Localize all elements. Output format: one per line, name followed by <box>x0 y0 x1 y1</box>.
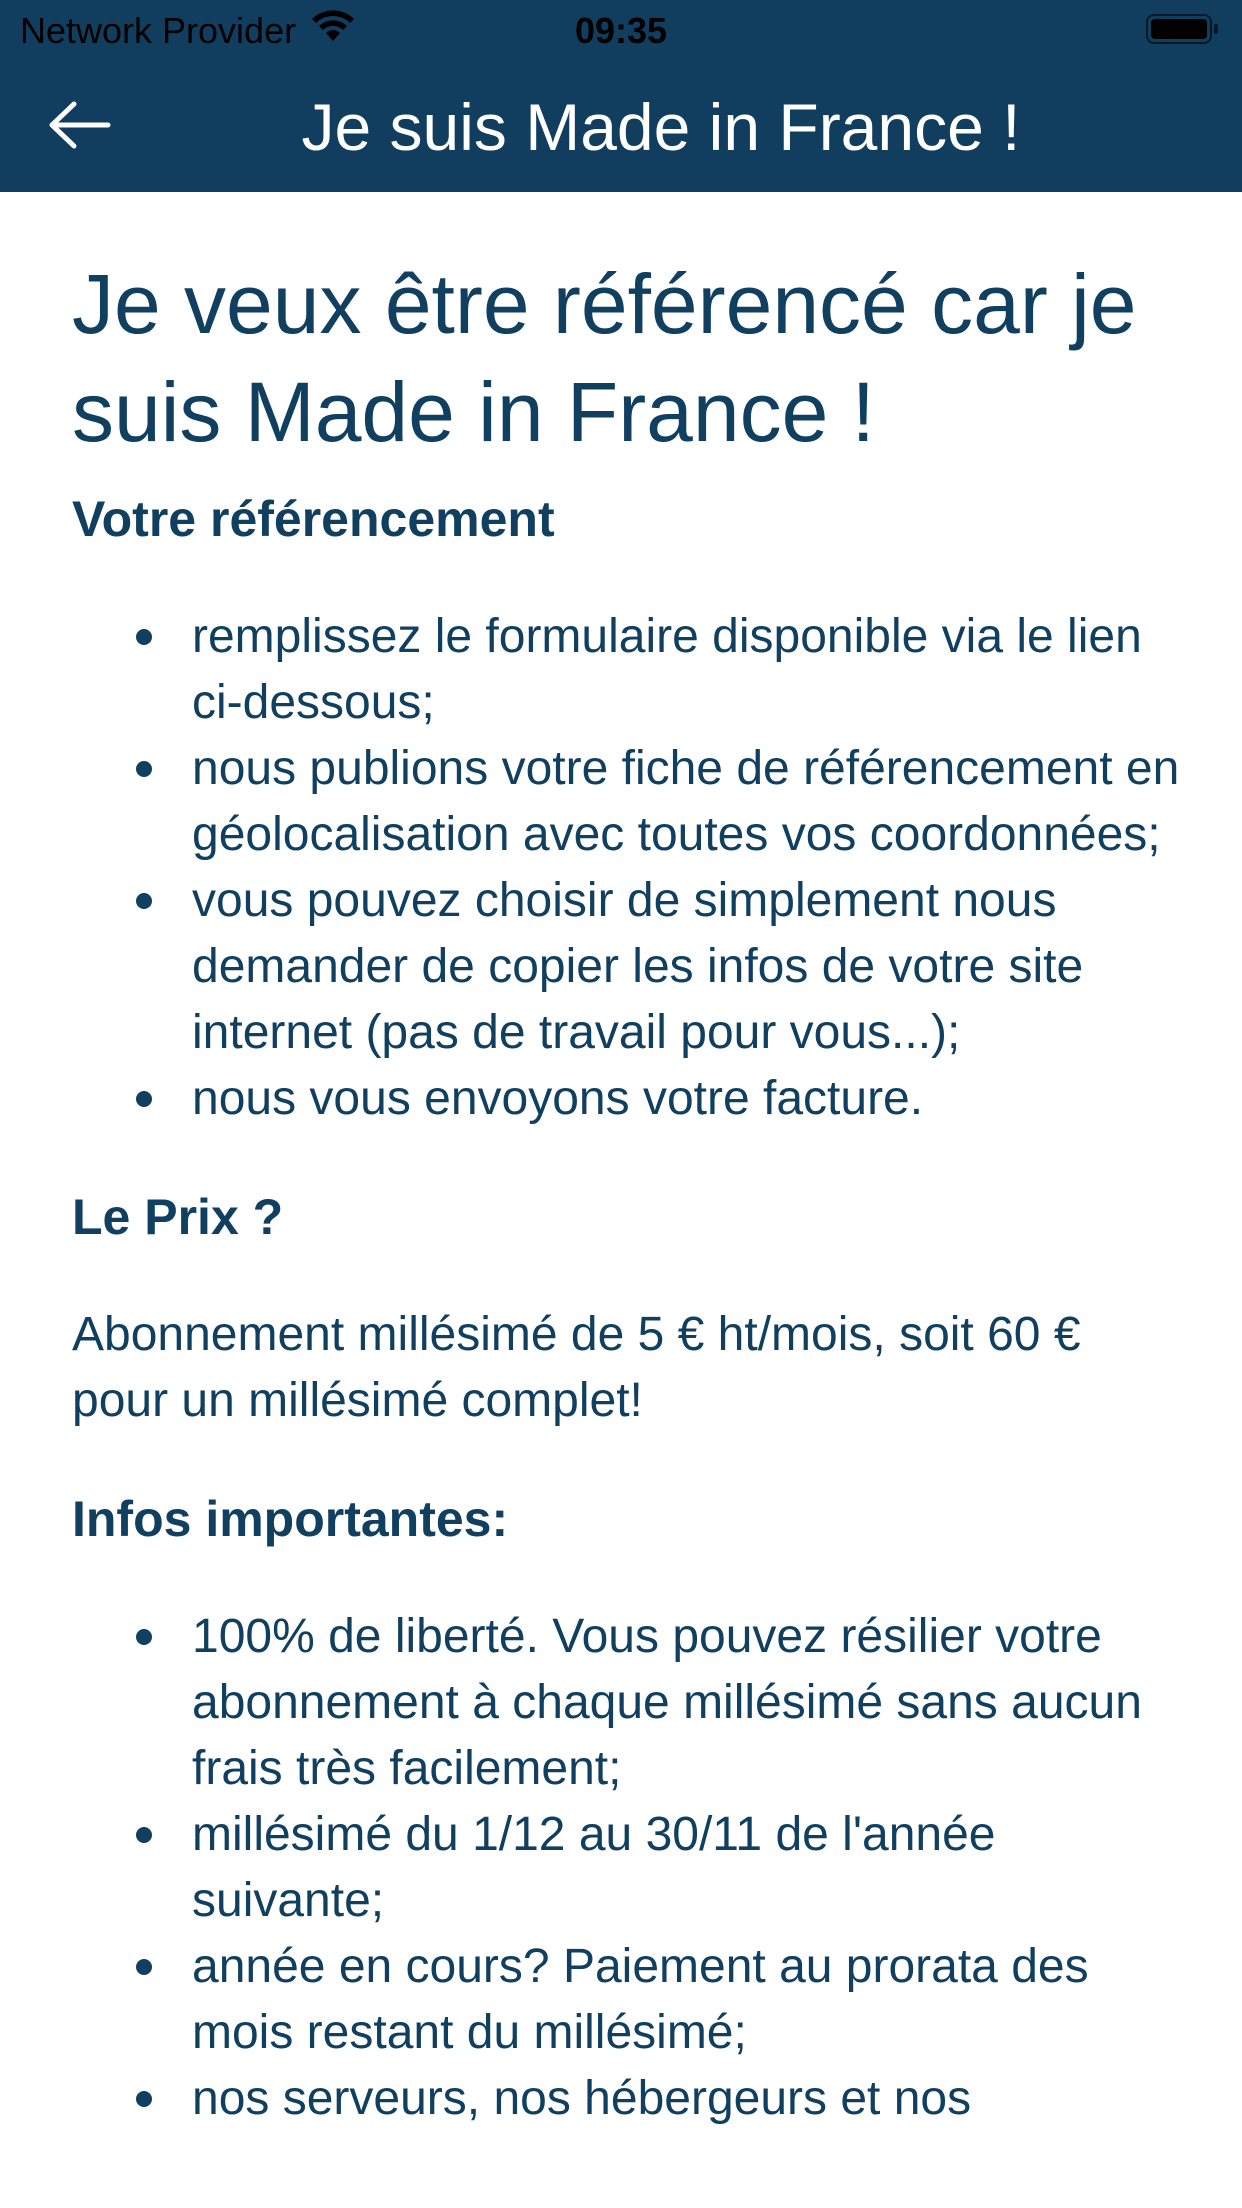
price-text: Abonnement millésimé de 5 € ht/mois, soit 60 € pour un millésimé complet! <box>72 1308 1081 1427</box>
status-time: 09:35 <box>574 10 668 51</box>
list-item: millésimé du 1/12 au 30/11 de l'année suivante; <box>72 1802 1182 1934</box>
carrier-label: Network Provider <box>20 10 297 51</box>
heading-prix: Le Prix ? <box>72 1189 284 1245</box>
list-referencement <box>72 604 1182 1132</box>
list-item: vous pouvez choisir de simplement nous demander de copier les infos de votre site internet (pas de travail pour vous...); <box>72 868 1182 1066</box>
battery-icon <box>1146 14 1220 44</box>
list-item: 100% de liberté. Vous pouvez résilier votre abonnement à chaque millésimé sans aucun frais très facilement; <box>72 1604 1182 1802</box>
content-area <box>72 192 1182 2132</box>
list-item: remplissez le formulaire disponible via le lien ci-dessous; <box>72 604 1182 736</box>
list-item: année en cours? Paiement au prorata des mois restant du millésimé; <box>72 1934 1182 2066</box>
app-bar-title: Je suis Made in France ! <box>301 90 1021 164</box>
page-title: Je veux être référencé car je suis Made in France ! <box>72 257 1137 459</box>
arrow-left-icon <box>48 100 112 155</box>
heading-infos: Infos importantes: <box>72 1491 509 1547</box>
app-bar <box>0 62 1242 192</box>
back-button[interactable] <box>40 92 120 162</box>
list-item: nos serveurs, nos hébergeurs et nos <box>72 2066 1182 2132</box>
list-infos <box>72 1604 1182 2132</box>
list-item: nous vous envoyons votre facture. <box>72 1066 1182 1132</box>
list-item: nous publions votre fiche de référencement en géolocalisation avec toutes vos coordonnées; <box>72 736 1182 868</box>
status-bar <box>0 0 1242 62</box>
heading-referencement: Votre référencement <box>72 491 555 547</box>
